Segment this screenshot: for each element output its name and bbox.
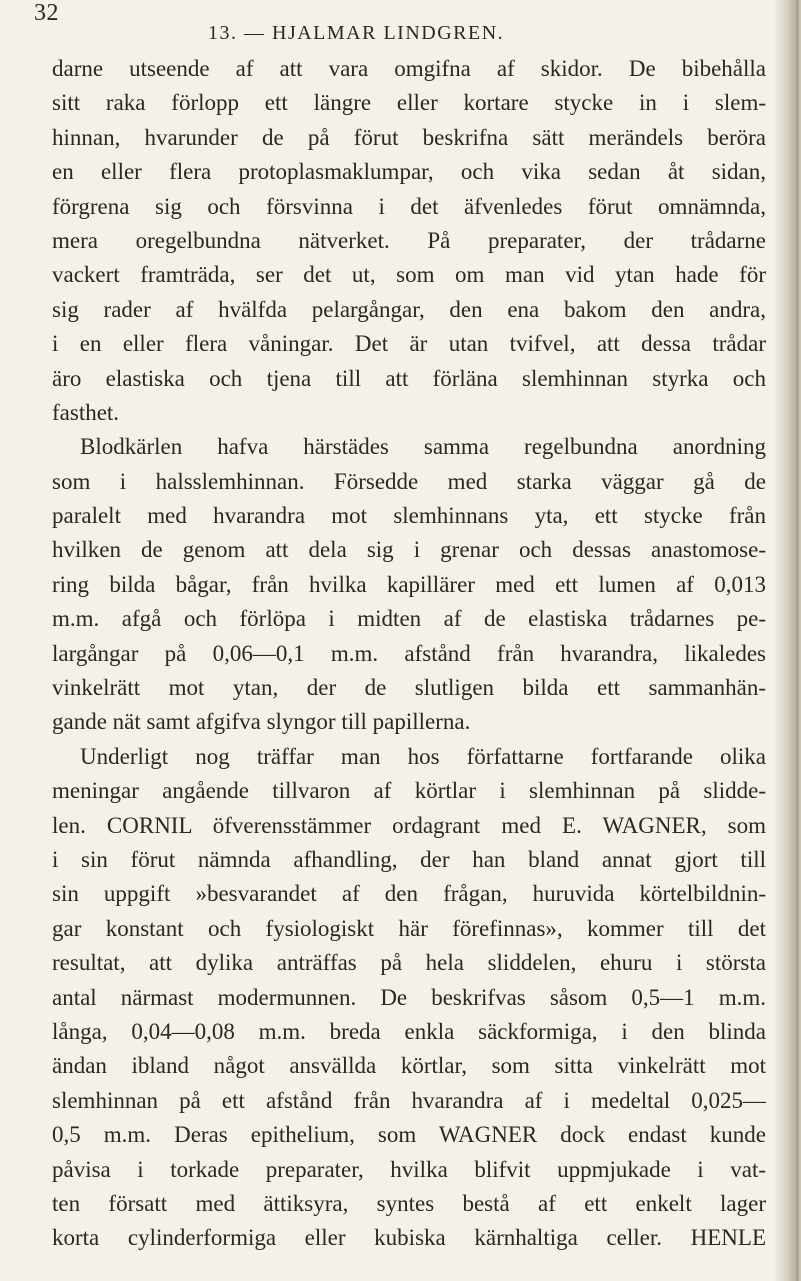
text-line: resultat, att dylika anträffas på hela sliddelen, ehuru i största xyxy=(52,950,766,976)
text-line: påvisa i torkade preparater, hvilka blifvit uppmjukade i vat- xyxy=(52,1156,766,1182)
text-line: m.m. afgå och förlöpa i midten af de elastiska trådarnes pe- xyxy=(52,606,766,632)
text-line: ten försatt med ättiksyra, syntes bestå af ett enkelt lager xyxy=(52,1190,766,1216)
text-line: ändan ibland något ansvällda körtlar, som sitta vinkelrätt mot xyxy=(52,1053,766,1079)
text-line: en eller flera protoplasmaklumpar, och vika sedan åt sidan, xyxy=(52,159,766,185)
text-line: hvilken de genom att dela sig i grenar och dessas anastomose- xyxy=(52,537,766,563)
body-text xyxy=(52,52,766,1256)
text-line: sig rader af hvälfda pelargångar, den ena bakom den andra, xyxy=(52,296,766,322)
text-line: slemhinnan på ett afstånd från hvarandra af i medeltal 0,025— xyxy=(52,1087,766,1113)
page-number: 32 xyxy=(34,0,59,26)
page-edge-shadow xyxy=(775,0,801,1281)
paragraph-end-line: fasthet. xyxy=(52,399,120,425)
text-line: äro elastiska och tjena till att förläna slemhinnan styrka och xyxy=(52,365,766,391)
running-head: 13. — HJALMAR LINDGREN. xyxy=(208,22,505,44)
text-line: i sin förut nämnda afhandling, der han bland annat gjort till xyxy=(52,846,766,872)
text-line: 0,5 m.m. Deras epithelium, som WAGNER dock endast kunde xyxy=(52,1122,766,1148)
text-line: hinnan, hvarunder de på förut beskrifna sätt merändels beröra xyxy=(52,124,766,150)
text-line: sitt raka förlopp ett längre eller kortare stycke in i slem- xyxy=(52,90,766,116)
text-line: len. CORNIL öfverensstämmer ordagrant med E. WAGNER, som xyxy=(52,812,766,838)
text-line: sin uppgift »besvarandet af den frågan, huruvida körtelbildnin- xyxy=(52,881,766,907)
text-line: paralelt med hvarandra mot slemhinnans yta, ett stycke från xyxy=(52,503,766,529)
paragraph-end-line: gande nät samt afgifva slyngor till papillerna. xyxy=(52,709,471,735)
text-line: vackert framträda, ser det ut, som om man vid ytan hade för xyxy=(52,262,766,288)
paragraph-start-line: Underligt nog träffar man hos författarne fortfarande olika xyxy=(80,743,766,769)
text-line: largångar på 0,06—0,1 m.m. afstånd från hvarandra, likaledes xyxy=(52,640,766,666)
text-line: som i halsslemhinnan. Försedde med starka väggar gå de xyxy=(52,468,766,494)
text-line: meningar angående tillvaron af körtlar i slemhinnan på slidde- xyxy=(52,778,766,804)
text-line: i en eller flera våningar. Det är utan tvifvel, att dessa trådar xyxy=(52,331,766,357)
text-line: gar konstant och fysiologiskt här förefinnas», kommer till det xyxy=(52,915,766,941)
text-line: mera oregelbundna nätverket. På preparater, der trådarne xyxy=(52,227,766,253)
text-line: långa, 0,04—0,08 m.m. breda enkla säckformiga, i den blinda xyxy=(52,1018,766,1044)
text-line: darne utseende af att vara omgifna af skidor. De bibehålla xyxy=(52,56,766,81)
paragraph-start-line: Blodkärlen hafva härstädes samma regelbundna anordning xyxy=(80,434,766,460)
text-line: antal närmast modermunnen. De beskrifvas såsom 0,5—1 m.m. xyxy=(52,984,766,1010)
text-line: ring bilda bågar, från hvilka kapillärer med ett lumen af 0,013 xyxy=(52,571,766,597)
text-line: korta cylinderformiga eller kubiska kärnhaltiga celler. HENLE xyxy=(52,1225,766,1251)
text-line: vinkelrätt mot ytan, der de slutligen bilda ett sammanhän- xyxy=(52,675,766,701)
text-line: förgrena sig och försvinna i det äfvenledes förut omnämnda, xyxy=(52,193,766,219)
